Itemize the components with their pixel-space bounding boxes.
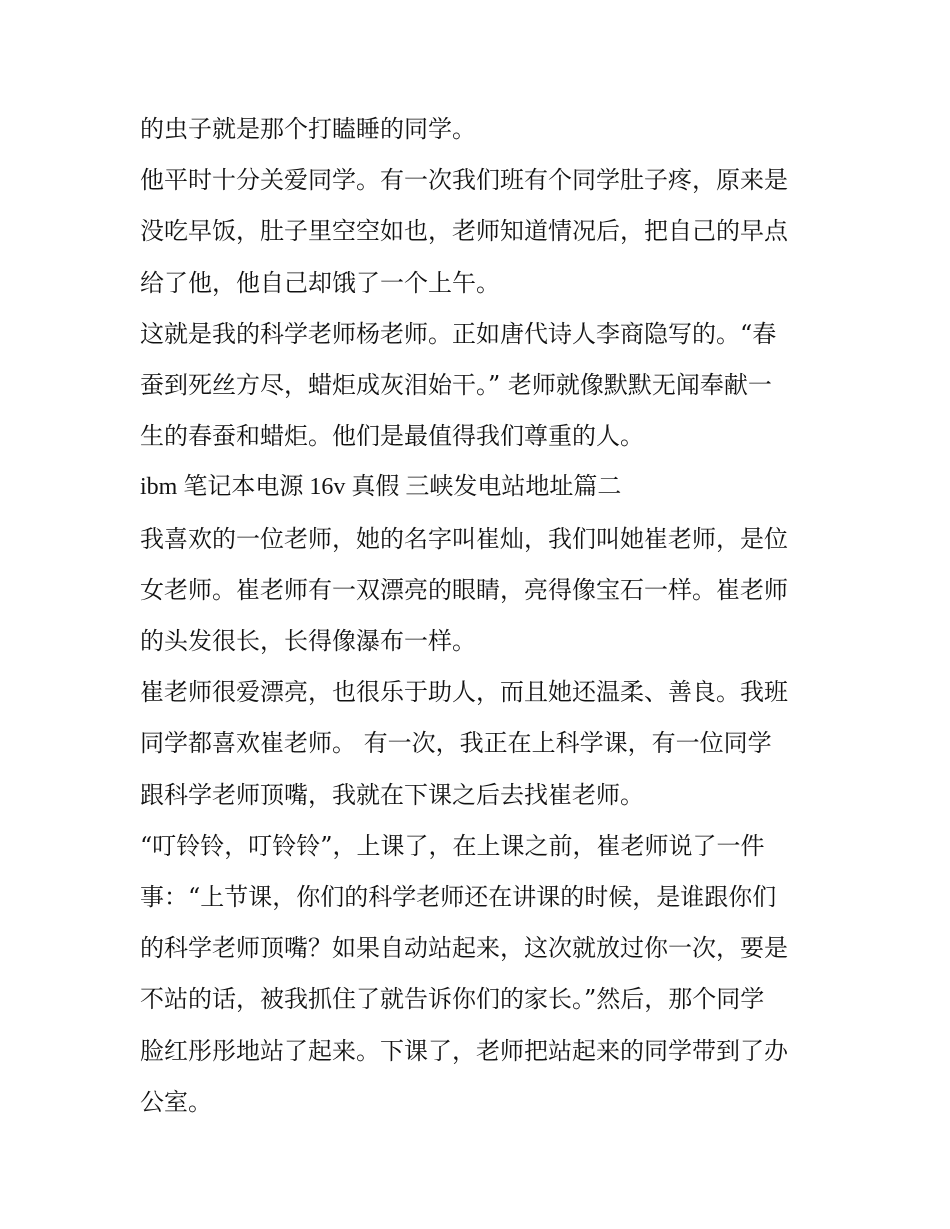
document-body — [140, 104, 814, 1128]
paragraph-4: 我喜欢的一位老师，她的名字叫崔灿，我们叫她崔老师，是位 女老师。崔老师有一双漂亮的眼睛，亮得像宝石一样。崔老师 的头发很长，长得像瀑布一样。 — [140, 524, 788, 656]
paragraph-5: 崔老师很爱漂亮，也很乐于助人，而且她还温柔、善良。我班 同学都喜欢崔老师。 有一次，我正在上科学课，有一位同学 跟科学老师顶嘴，我就在下课之后去找崔老师。 — [140, 678, 788, 809]
section-heading: ibm 笔记本电源 16v 真假 三峡发电站地址篇二 — [140, 474, 622, 501]
paragraph-2: 他平时十分关爱同学。有一次我们班有个同学肚子疼，原来是 没吃早饭，肚子里空空如也，老师知道情况后，把自己的早点 给了他，他自己却饿了一个上午。 — [140, 166, 788, 297]
paragraph-3: 这就是我的科学老师杨老师。正如唐代诗人李商隐写的。“春 蚕到死丝方尽，蜡炬成灰泪始干。” 老师就像默默无闻奉献一 生的春蚕和蜡炬。他们是最值得我们尊重的人。 — [140, 319, 777, 451]
paragraph-1: 的虫子就是那个打瞌睡的同学。 — [140, 115, 476, 143]
paragraph-6: “叮铃铃，叮铃铃”，上课了，在上课之前，崔老师说了一件 事：“上节课，你们的科学老师还在讲课的时候，是谁跟你们 的科学老师顶嘴？如果自动站起来，这次就放过你一次，要是 不站的话，被我抓住了就告诉你们的家长。”然后，那个同学 脸红彤彤地站了起来。下课了，老师把站起来的同学带到了办 公室。 — [140, 831, 788, 1116]
